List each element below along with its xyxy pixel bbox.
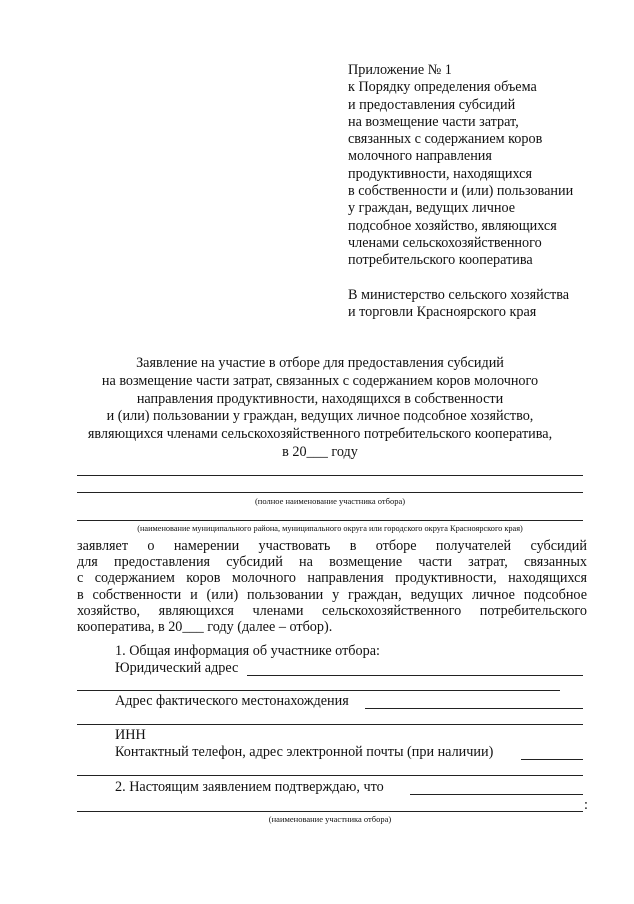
title-line: в 20___ году <box>282 443 358 460</box>
declaration-line: с содержанием коров молочного направления продуктивности, находящихся <box>77 570 587 587</box>
appendix-line: у граждан, ведущих личное <box>348 200 516 217</box>
municipality-caption: (наименование муниципального района, муниципального округа или городского округа Красноярского края) <box>137 524 523 533</box>
declaration-line: для предоставления субсидий на возмещение части затрат, связанных <box>77 554 587 571</box>
contacts-field[interactable] <box>521 744 583 760</box>
appendix-line: молочного направления <box>348 148 492 165</box>
appendix-line: Приложение № 1 <box>348 62 452 78</box>
title-line: Заявление на участие в отборе для предоставления субсидий <box>136 355 504 371</box>
title-line: направления продуктивности, находящихся в собственности <box>136 390 504 407</box>
appendix-line: в собственности и (или) пользовании <box>348 183 574 200</box>
appendix-line: связанных с содержанием коров <box>348 131 543 148</box>
declaration-last-line: кооператива, в 20___ году (далее – отбор). <box>77 619 333 636</box>
section2-line-2[interactable] <box>77 811 583 812</box>
legal-address-field[interactable] <box>247 660 583 676</box>
declaration-line: заявляет о намерении участвовать в отборе получателей субсидий <box>77 538 587 554</box>
declaration-line: в собственности и (или) пользовании у граждан, ведущих личное подсобное <box>77 586 587 603</box>
title-line: являющихся членами сельскохозяйственного потребительского кооператива, <box>87 426 553 443</box>
section2-field[interactable] <box>410 779 583 795</box>
appendix-line: членами сельскохозяйственного <box>348 234 542 251</box>
participant-name-line-2[interactable] <box>77 492 583 493</box>
section1-heading: 1. Общая информация об участнике отбора: <box>115 643 380 659</box>
addressee-line: и торговли Красноярского края <box>348 304 537 321</box>
actual-address-field[interactable] <box>365 693 583 709</box>
contacts-label: Контактный телефон, адрес электронной почты (при наличии) <box>115 744 494 760</box>
addressee-block <box>348 287 608 322</box>
participant-name-short-caption: (наименование участника отбора) <box>268 814 392 824</box>
municipality-line[interactable] <box>77 520 583 521</box>
legal-address-label: Юридический адрес <box>115 660 239 676</box>
declaration-paragraph <box>77 538 587 635</box>
title-line: и (или) пользовании у граждан, ведущих личное подсобное хозяйство, <box>106 408 534 425</box>
legal-address-line-2[interactable] <box>77 690 560 691</box>
appendix-line: подсобное хозяйство, являющихся <box>348 217 557 234</box>
appendix-line: и предоставления субсидий <box>348 96 516 113</box>
document-title <box>60 355 580 462</box>
addressee-line: В министерство сельского хозяйства <box>348 287 570 303</box>
declaration-line: хозяйство, являющихся членами сельскохозяйственного потребительского <box>77 602 587 619</box>
appendix-line: на возмещение части затрат, <box>348 113 519 130</box>
participant-name-caption: (полное наименование участника отбора) <box>254 496 406 506</box>
participant-name-line-1[interactable] <box>77 475 583 476</box>
section2-heading: 2. Настоящим заявлением подтверждаю, что <box>115 779 384 795</box>
contacts-line-2[interactable] <box>77 775 583 776</box>
section2-colon: : <box>584 797 588 813</box>
appendix-line: продуктивности, находящихся <box>348 165 532 182</box>
appendix-block <box>348 62 608 270</box>
appendix-line: к Порядку определения объема <box>348 79 537 96</box>
actual-address-label: Адрес фактического местонахождения <box>115 693 349 709</box>
title-line: на возмещение части затрат, связанных с содержанием коров молочного <box>101 372 539 389</box>
appendix-line: потребительского кооператива <box>348 252 533 269</box>
inn-label: ИНН <box>115 727 146 743</box>
actual-address-line-2[interactable] <box>77 724 583 725</box>
